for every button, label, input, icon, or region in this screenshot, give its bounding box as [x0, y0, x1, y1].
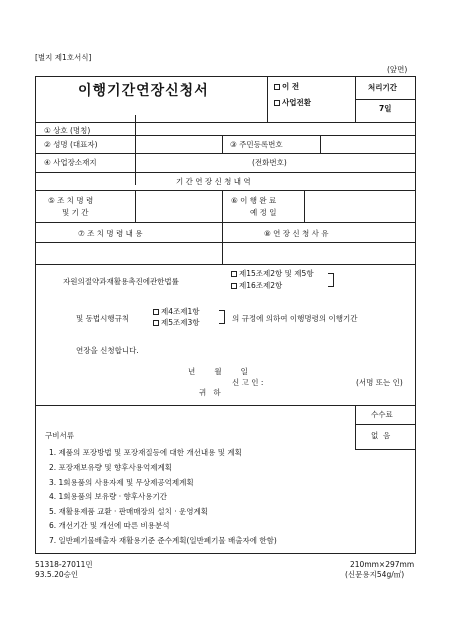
law-option-2[interactable]: 제16조제2항 [231, 281, 282, 291]
processing-period-label: 처리기간 [368, 83, 397, 92]
name-label: ① 상호 (명칭) [44, 126, 91, 135]
law-option-2-checkbox[interactable] [231, 283, 237, 289]
completion-label-2: 예 정 일 [250, 208, 277, 217]
attachment-item: 5. 재활용제품 교환 · 판매매장의 설치 · 운영계획 [49, 507, 209, 516]
form-title: 이행기간연장신청서 [78, 83, 209, 99]
signature-note: (서명 또는 인) [356, 378, 403, 387]
representative-label: ② 성명 (대표자) [44, 140, 98, 149]
business-change-checkbox[interactable] [274, 100, 280, 106]
address-label: ④ 사업장소재지 [44, 158, 97, 167]
rule-option-2-checkbox[interactable] [153, 320, 159, 326]
option-relocation[interactable]: 이 전 [274, 82, 299, 92]
rule-option-1[interactable]: 제4조제1항 [153, 307, 200, 317]
law-option-1-checkbox[interactable] [231, 271, 237, 277]
attachment-item: 4. 1회용품의 보유량 · 향후사용기간 [49, 492, 168, 501]
approval-date: 93.5.20승인 [35, 570, 79, 579]
attachment-item: 2. 포장재보유량 및 향후사용억제계획 [49, 463, 172, 472]
order-label-2: 및 기 간 [62, 208, 89, 217]
fee-label: 수수료 [371, 410, 393, 419]
applicant-label: 신 고 인 : [232, 378, 264, 387]
relocation-checkbox[interactable] [274, 84, 280, 90]
order-label-1: ⑤ 조 치 명 령 [48, 196, 94, 205]
rule-option-2[interactable]: 제5조제3항 [153, 318, 200, 328]
paper-size: 210mm×297mm [350, 560, 415, 569]
extension-reason-label: ⑧ 연 장 신 청 사 유 [264, 229, 329, 238]
option-business-change[interactable]: 사업전환 [274, 98, 311, 108]
addressee: 귀 하 [199, 388, 221, 397]
attachment-item: 7. 일반폐기물배출자 재활용기준 준수계획(일반폐기물 배출자에 한함) [49, 536, 277, 545]
phone-label: (전화번호) [252, 158, 287, 167]
request-text: 연장을 신청합니다. [76, 346, 139, 355]
form-number: [별지 제1호서식] [35, 53, 92, 62]
clause-text: 의 규정에 의하여 이행명령의 이행기간 [232, 314, 358, 323]
rule-option-1-checkbox[interactable] [153, 309, 159, 315]
page-side: (앞면) [387, 65, 408, 74]
form-code: 51318-27011민 [35, 560, 93, 569]
resident-number-label: ③ 주민등록번호 [230, 140, 283, 149]
law-option-1[interactable]: 제15조제2항 및 제5항 [231, 269, 314, 279]
attachment-item: 6. 개선기간 및 개선에 따른 비용분석 [49, 521, 170, 530]
details-heading: 기 간 연 장 신 청 내 역 [176, 177, 251, 186]
attachments-title: 구비서류 [45, 431, 74, 440]
rule-name: 및 동법시행규칙 [76, 314, 130, 323]
completion-label-1: ⑥ 이 행 완 료 [231, 196, 277, 205]
law-name: 자원의절약과재활용촉진에관한법률 [63, 277, 179, 286]
attachment-item: 1. 제품의 포장방법 및 포장재질등에 대한 개선내용 및 계획 [49, 448, 242, 457]
order-content-label: ⑦ 조 치 명 령 내 용 [78, 229, 143, 238]
processing-period-value: 7일 [379, 104, 392, 113]
attachment-item: 3. 1회용품의 사용자제 및 무상제공억제계획 [49, 478, 194, 487]
date-line: 년 월 일 [188, 367, 248, 376]
paper-type: (신문용지54g/㎡) [345, 570, 405, 579]
fee-value: 없 음 [371, 431, 391, 440]
